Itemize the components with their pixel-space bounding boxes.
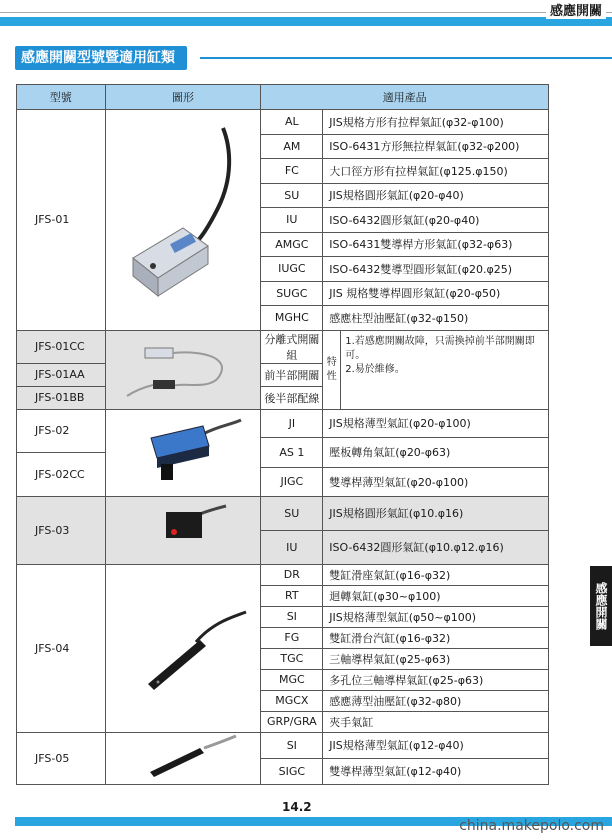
code-cell: SI (261, 732, 323, 758)
desc-cell: 夾手氣缸 (323, 711, 549, 732)
desc-cell: 雙缸滑座氣缸(φ16-φ32) (323, 564, 549, 585)
sensor-image-jfs-01cc (105, 330, 261, 409)
part-cell: 後半部配線 (261, 386, 323, 409)
desc-cell: 多孔位三軸導桿氣缸(φ25-φ63) (323, 669, 549, 690)
code-cell: AM (261, 134, 323, 159)
code-cell: JIGC (261, 467, 323, 496)
desc-cell: 感應薄型油壓缸(φ32-φ80) (323, 690, 549, 711)
compatibility-table (16, 84, 549, 785)
model-jfs-01: JFS-01 (17, 110, 106, 331)
sensor-image-jfs-05 (105, 732, 261, 784)
desc-cell: JIS規格方形有拉桿氣缸(φ32-φ100) (323, 110, 549, 135)
feature-note-2: 2.易於維修。 (345, 363, 405, 375)
desc-cell: ISO-6431雙導桿方形氣缸(φ32-φ63) (323, 232, 549, 257)
desc-cell: 雙導桿薄型氣缸(φ20-φ100) (323, 467, 549, 496)
model-jfs-01cc: JFS-01CC (17, 330, 106, 363)
sensor-jfs-04-icon (118, 592, 248, 702)
desc-cell: 感應柱型油壓缸(φ32-φ150) (323, 306, 549, 331)
desc-cell: 三軸導桿氣缸(φ25-φ63) (323, 648, 549, 669)
code-cell: SUGC (261, 281, 323, 306)
feature-note-1: 1.若感應開關故障，只需換掉前半部開關即可。 (345, 335, 535, 361)
desc-cell: 雙缸滑台汽缸(φ16-φ32) (323, 627, 549, 648)
model-jfs-04: JFS-04 (17, 564, 106, 732)
code-cell: IU (261, 208, 323, 233)
sensor-jfs-02-icon (123, 416, 243, 486)
code-cell: SIGC (261, 758, 323, 784)
code-cell: JI (261, 409, 323, 437)
section-title: 感應開關型號暨適用缸類 (15, 46, 187, 70)
page-header-title: 感應開關 (546, 0, 606, 19)
sensor-image-jfs-02 (105, 409, 261, 496)
sensor-image-jfs-01 (105, 110, 261, 331)
feature-notes (341, 330, 549, 409)
desc-cell: ISO-6432圓形氣缸(φ20-φ40) (323, 208, 549, 233)
desc-cell: JIS規格薄型氣缸(φ20-φ100) (323, 409, 549, 437)
code-cell: SI (261, 606, 323, 627)
part-cell: 分離式開關組 (261, 330, 323, 363)
side-chapter-tab[interactable]: 感應開關 (590, 566, 612, 646)
desc-cell: 壓板轉角氣缸(φ20-φ63) (323, 437, 549, 467)
desc-cell: JIS規格薄型氣缸(φ50~φ100) (323, 606, 549, 627)
desc-cell: 大口徑方形有拉桿氣缸(φ125.φ150) (323, 159, 549, 184)
code-cell: DR (261, 564, 323, 585)
top-rule (0, 12, 612, 13)
sensor-image-jfs-03 (105, 496, 261, 564)
code-cell: IUGC (261, 257, 323, 282)
code-cell: FC (261, 159, 323, 184)
desc-cell: JIS規格薄型氣缸(φ12-φ40) (323, 732, 549, 758)
sensor-jfs-01-icon (113, 118, 253, 318)
code-cell: SU (261, 496, 323, 530)
sensor-jfs-05-icon (128, 734, 238, 779)
code-cell: MGHC (261, 306, 323, 331)
desc-cell: ISO-6432圓形氣缸(φ10.φ12.φ16) (323, 530, 549, 564)
sensor-image-jfs-04 (105, 564, 261, 732)
section-underline (200, 57, 612, 59)
model-jfs-01aa: JFS-01AA (17, 363, 106, 386)
code-cell: IU (261, 530, 323, 564)
desc-cell: 雙導桿薄型氣缸(φ12-φ40) (323, 758, 549, 784)
desc-cell: JIS規格圓形氣缸(φ20-φ40) (323, 183, 549, 208)
desc-cell: ISO-6432雙導型圓形氣缸(φ20.φ25) (323, 257, 549, 282)
code-cell: TGC (261, 648, 323, 669)
code-cell: GRP/GRA (261, 711, 323, 732)
code-cell: AL (261, 110, 323, 135)
code-cell: AMGC (261, 232, 323, 257)
desc-cell: JIS規格圓形氣缸(φ10.φ16) (323, 496, 549, 530)
code-cell: RT (261, 585, 323, 606)
model-jfs-01bb: JFS-01BB (17, 386, 106, 409)
code-cell: AS 1 (261, 437, 323, 467)
feature-label: 特性 (323, 330, 341, 409)
header-model: 型號 (17, 85, 106, 110)
model-jfs-03: JFS-03 (17, 496, 106, 564)
part-cell: 前半部開關 (261, 363, 323, 386)
top-bar (0, 0, 612, 30)
watermark: china.makepolo.com (459, 818, 604, 834)
code-cell: SU (261, 183, 323, 208)
code-cell: MGCX (261, 690, 323, 711)
desc-cell: ISO-6431方形無拉桿氣缸(φ32-φ200) (323, 134, 549, 159)
model-jfs-05: JFS-05 (17, 732, 106, 784)
split-sensor-icon (123, 338, 243, 398)
header-image: 圖形 (105, 85, 261, 110)
page-number: 14.2 (282, 800, 312, 814)
top-blue-stripe (0, 17, 612, 26)
code-cell: FG (261, 627, 323, 648)
desc-cell: 迴轉氣缸(φ30~φ100) (323, 585, 549, 606)
model-jfs-02: JFS-02 (17, 409, 106, 452)
code-cell: MGC (261, 669, 323, 690)
model-jfs-02cc: JFS-02CC (17, 452, 106, 496)
header-products: 適用產品 (261, 85, 549, 110)
desc-cell: JIS 規格雙導桿圓形氣缸(φ20-φ50) (323, 281, 549, 306)
sensor-jfs-03-icon (138, 504, 228, 554)
